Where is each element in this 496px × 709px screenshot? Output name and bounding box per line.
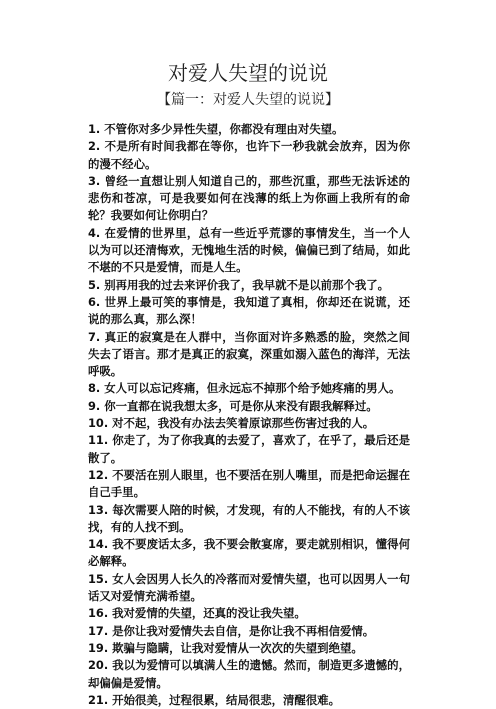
list-item: 19. 欺骗与隐瞒，让我对爱情从一次次的失望到绝望。: [88, 640, 363, 655]
page-title: 对爱人失望的说说: [168, 61, 328, 85]
list-item: 16. 我对爱情的失望，还真的没让我失望。: [88, 606, 306, 621]
list-item: 15. 女人会因男人长久的冷落而对爱情失望，也可以因男人一句话又对爱情充满希望。: [88, 571, 410, 604]
list-item: 13. 每次需要人陪的时候，才发现，有的人不能找，有的人不该找，有的人找不到。: [88, 502, 410, 534]
list-item: 8. 女人可以忘记疼痛，但永远忘不掉那个给予她疼痛的男人。: [88, 381, 401, 396]
list-item: 14. 我不要废话太多，我不要会散宴席，要走就别相识，懂得何必解释。: [88, 537, 410, 569]
list-item: 9. 你一直都在说我想太多，可是你从来没有跟我解释过。: [88, 398, 378, 413]
list-item: 17. 是你让我对爱情失去自信，是你让我不再相信爱情。: [88, 623, 375, 638]
list-item: 11. 你走了，为了你我真的去爱了，喜欢了，在乎了，最后还是散了。: [88, 433, 410, 465]
section-heading: 【篇一：对爱人失望的说说】: [157, 92, 339, 108]
list-item: 21. 开始很美，过程很累，结局很悲，清醒很难。: [88, 692, 340, 707]
list-item: 1. 不管你对多少异性失望，你都没有理由对失望。: [88, 122, 344, 136]
list-item: 12. 不要活在别人眼里，也不要活在别人嘴里，而是把命运握在自己手里。: [88, 467, 410, 500]
list-item: 6. 世界上最可笑的事情是，我知道了真相，你却还在说谎，还说的那么真，那么深！: [88, 294, 410, 327]
list-item: 7. 真正的寂寞是在人群中，当你面对许多熟悉的脸，突然之间失去了语言。那才是真正的寂寞，深重如溺入蓝色的海洋，无法呼吸。: [88, 329, 410, 379]
list-item: 10. 对不起，我没有办法去笑着原谅那些伤害过我的人。: [88, 416, 375, 431]
list-item: 20. 我以为爱情可以填满人生的遗憾。然而，制造更多遗憾的，却偏偏是爱情。: [88, 658, 410, 690]
list-item: 2. 不是所有时间我都在等你，也许下一秒我就会放弃，因为你的漫不经心。: [88, 139, 410, 171]
list-item: 4. 在爱情的世界里，总有一些近乎荒谬的事情发生，当一个人以为可以还清悔欢，无愧地生活的时候，偏偏已到了结局，如此不堪的不只是爱情，而是人生。: [88, 225, 410, 275]
list-item: 3. 曾经一直想让别人知道自己的，那些沉重，那些无法诉述的悲伤和苍凉，可是我要如何在浅薄的纸上为你画上我所有的命轮？我要如何让你明白？: [88, 173, 410, 223]
list-item: 5. 别再用我的过去来评价我了，我早就不是以前那个我了。: [88, 277, 389, 292]
quote-list: [88, 121, 410, 709]
